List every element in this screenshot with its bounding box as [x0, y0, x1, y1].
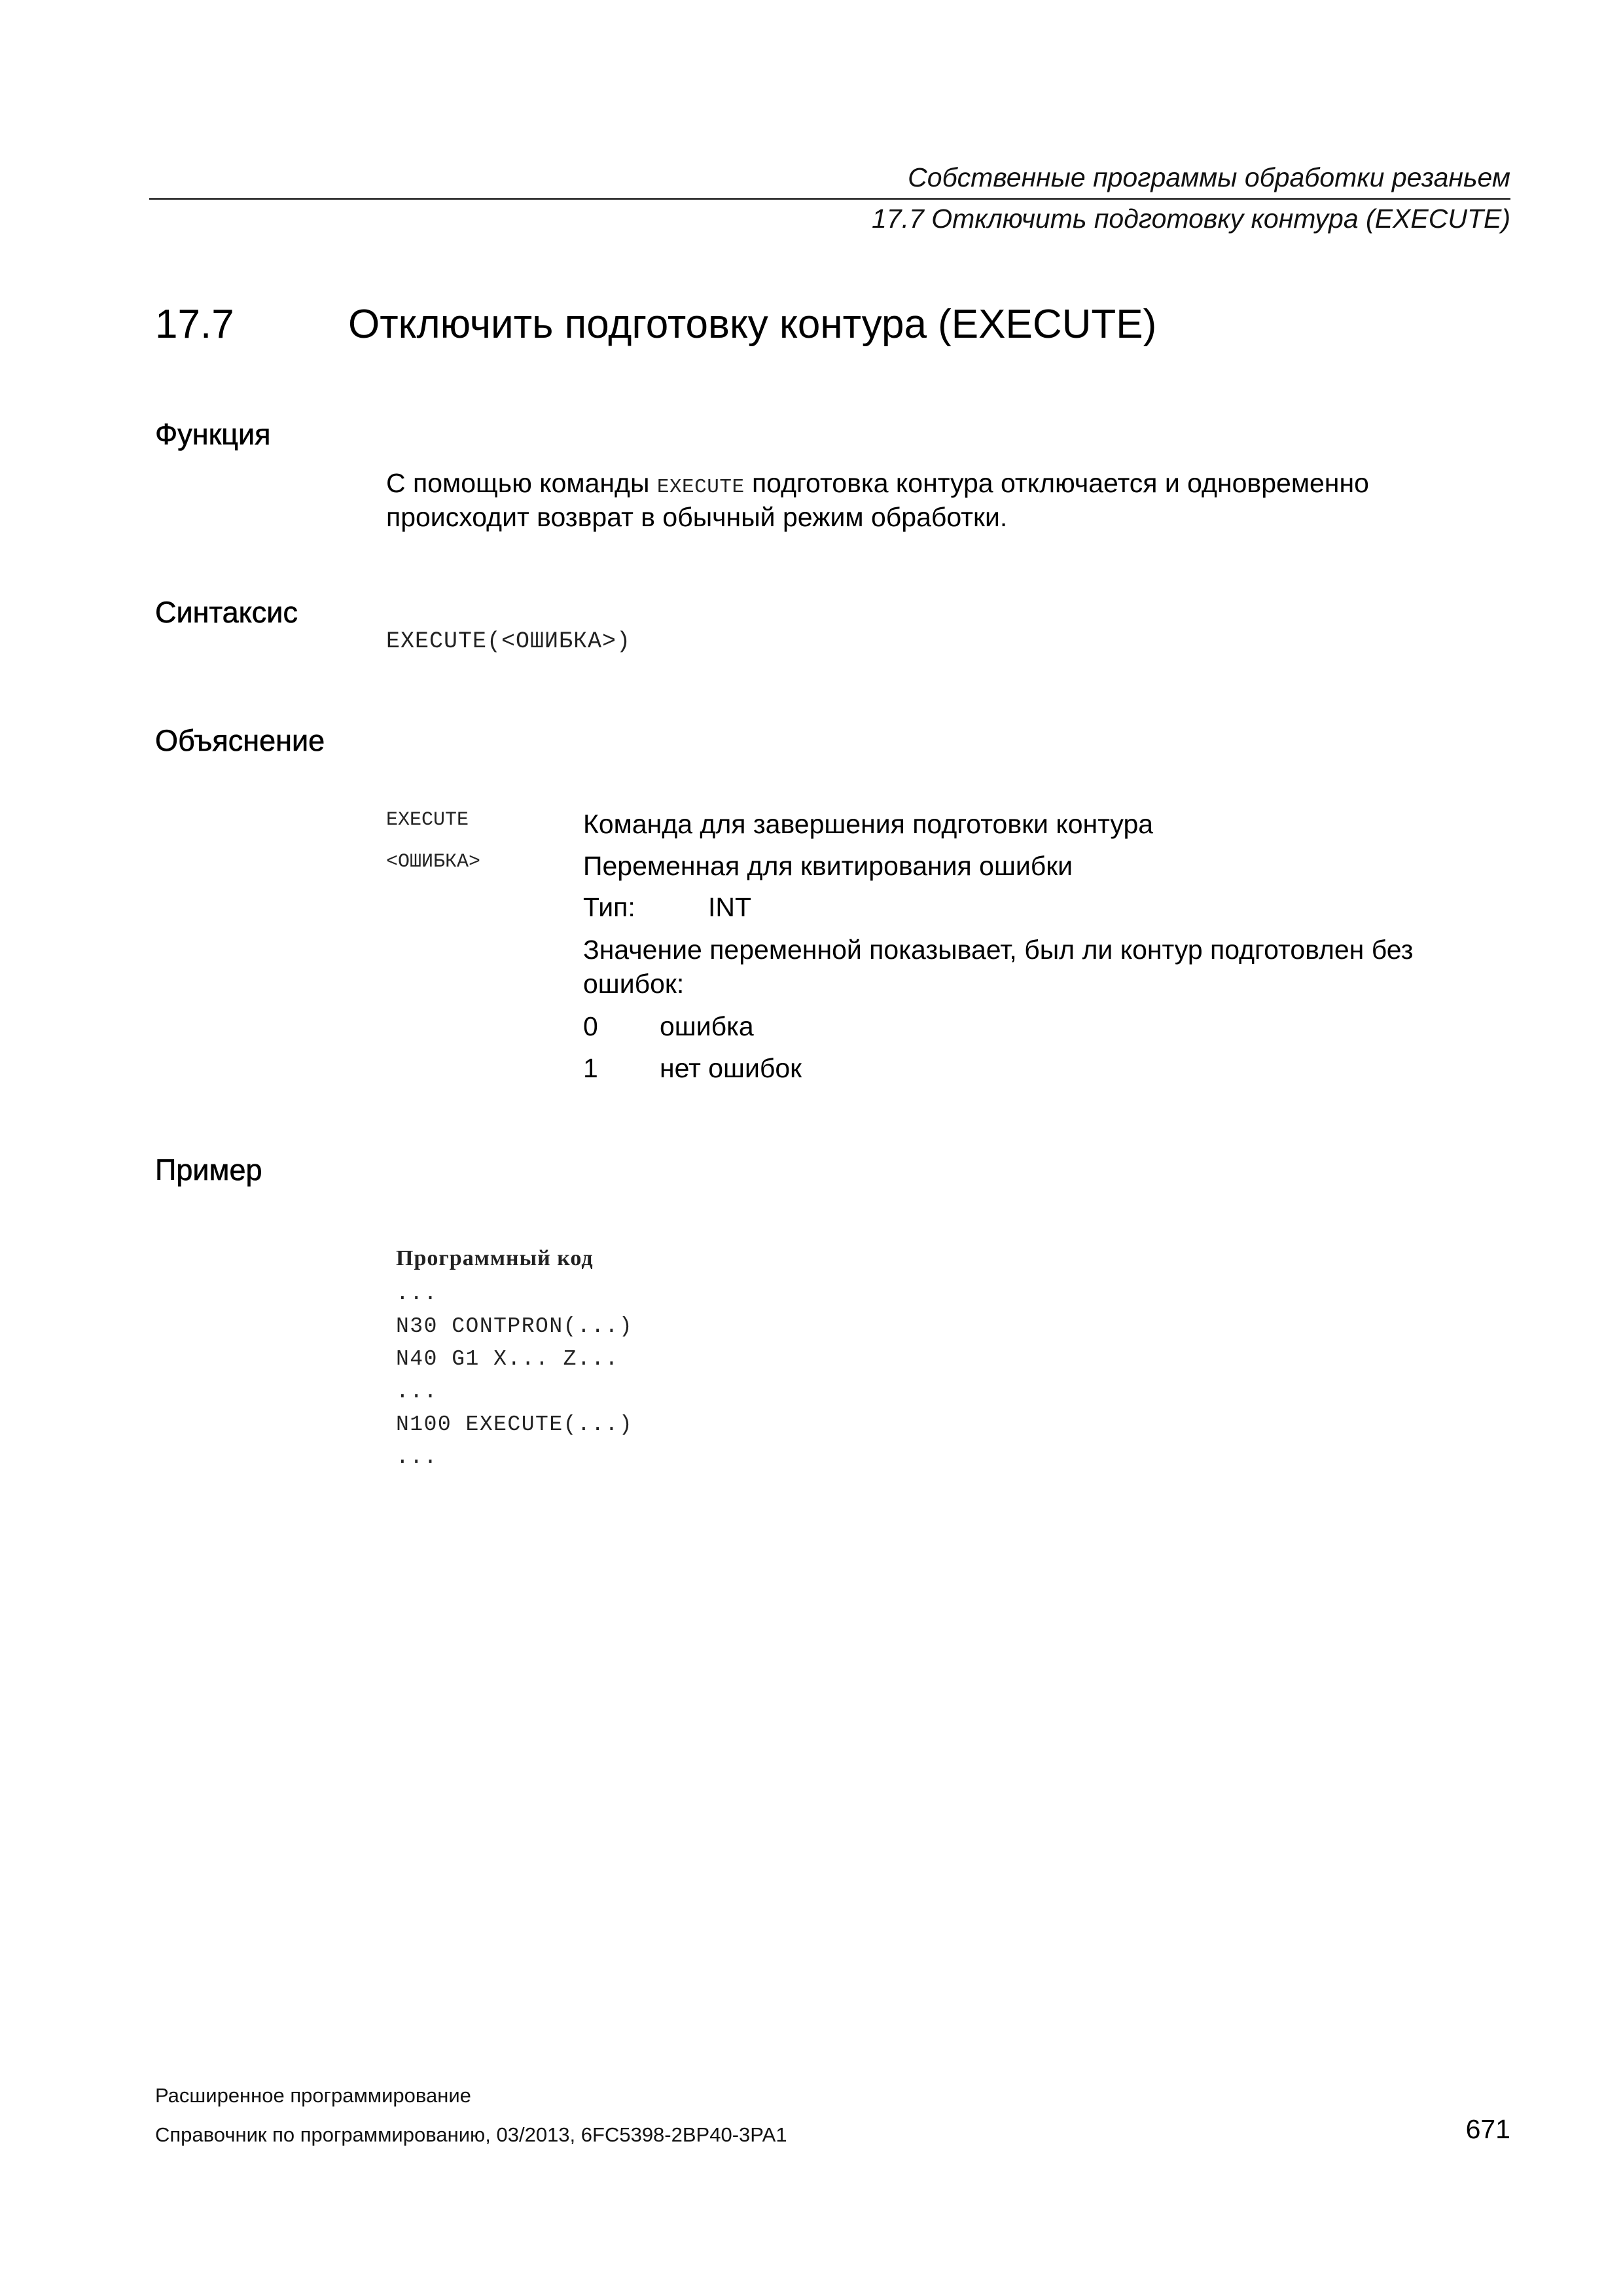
section-number: 17.7 — [155, 302, 234, 347]
running-header-chapter: Собственные программы обработки резаньем — [908, 162, 1510, 192]
section-title: Отключить подготовку контура (EXECUTE) — [348, 302, 1157, 347]
page-number: 671 — [1465, 2114, 1510, 2144]
header-rule — [149, 198, 1510, 200]
explanation-heading: Объяснение — [155, 724, 325, 757]
code-line: N30 CONTPRON(...) — [396, 1314, 633, 1338]
type-label: Тип: — [583, 892, 635, 922]
type-value: INT — [708, 892, 752, 922]
value-meaning-1: нет ошибок — [660, 1053, 802, 1083]
param-error-name: <ОШИБКА> — [386, 851, 481, 873]
value-desc-line2: ошибок: — [583, 969, 685, 999]
value-meaning-0: ошибка — [660, 1011, 754, 1041]
syntax-code: EXECUTE(<ОШИБКА>) — [386, 628, 632, 655]
function-text-line1 — [386, 466, 1369, 505]
footer-reference: Справочник по программированию, 03/2013, 6FC5398-2BP40-3PA1 — [155, 2123, 787, 2146]
function-heading: Функция — [155, 418, 271, 451]
value-code-1: 1 — [583, 1053, 598, 1083]
code-line: ... — [396, 1282, 438, 1306]
param-execute-desc: Команда для завершения подготовки контура — [583, 809, 1154, 839]
code-line: N100 EXECUTE(...) — [396, 1412, 633, 1437]
syntax-heading: Синтаксис — [155, 596, 298, 629]
value-desc-line1: Значение переменной показывает, был ли контур подготовлен без — [583, 935, 1414, 965]
code-table-header: Программный код — [396, 1246, 594, 1270]
example-heading: Пример — [155, 1153, 262, 1187]
function-text-pre: С помощью команды — [386, 468, 657, 498]
code-line: N40 G1 X... Z... — [396, 1347, 619, 1371]
code-line: ... — [396, 1380, 438, 1404]
param-error-desc: Переменная для квитирования ошибки — [583, 851, 1073, 881]
code-line: ... — [396, 1445, 438, 1469]
footer-book-title: Расширенное программирование — [155, 2084, 471, 2107]
execute-keyword: EXECUTE — [656, 476, 745, 499]
function-text-line2: происходит возврат в обычный режим обработки. — [386, 502, 1008, 532]
value-code-0: 0 — [583, 1011, 598, 1041]
function-text-post: подготовка контура отключается и одновременно — [744, 468, 1369, 498]
param-execute-name: EXECUTE — [386, 809, 469, 831]
running-header-section: 17.7 Отключить подготовку контура (EXECUTE) — [872, 204, 1510, 234]
